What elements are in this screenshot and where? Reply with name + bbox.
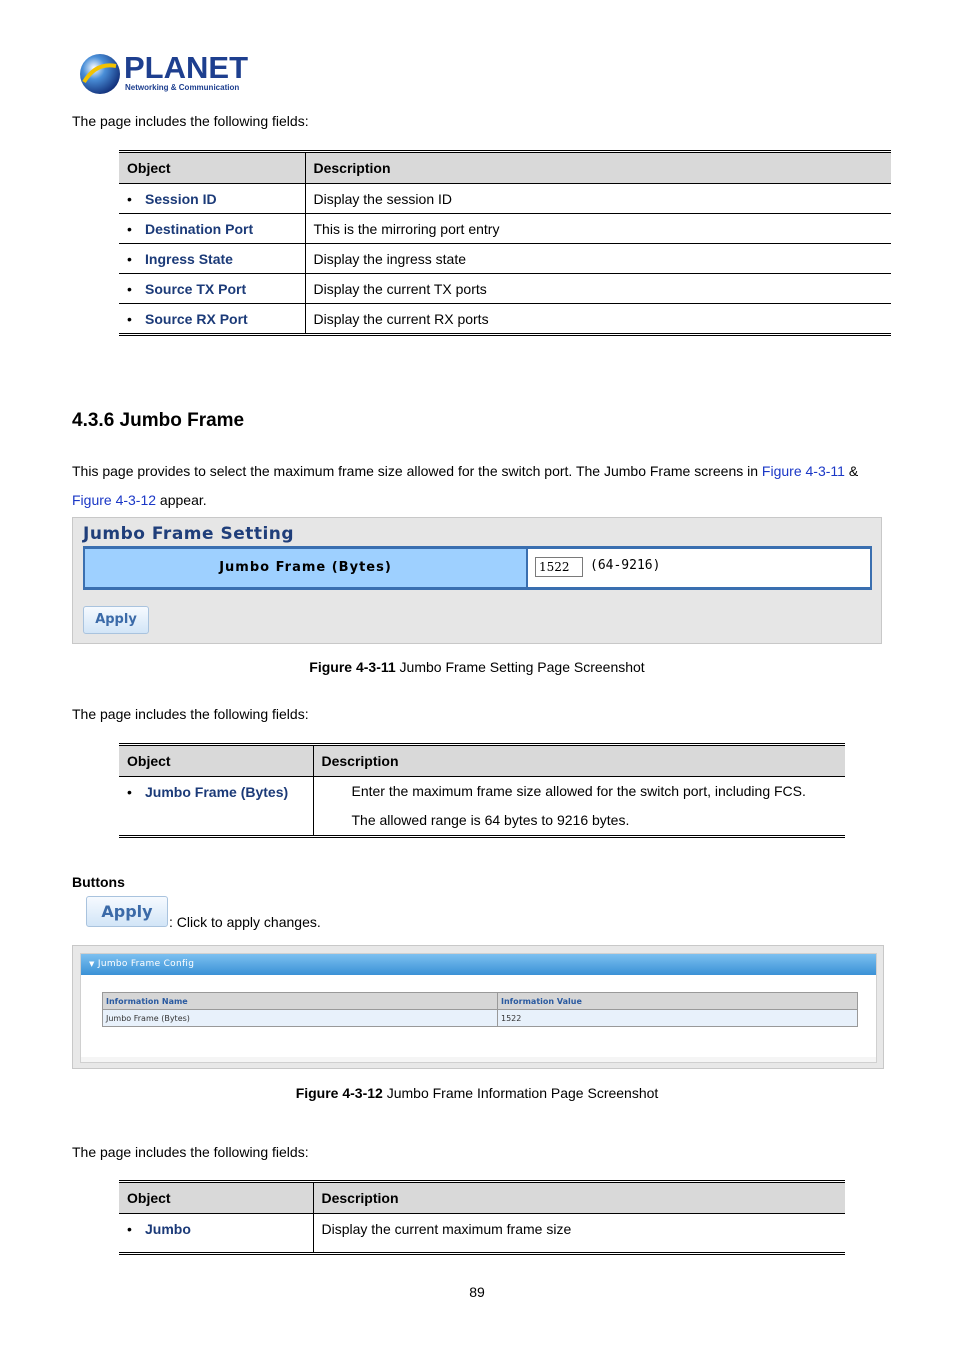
- planet-logo: [78, 50, 248, 98]
- fields-table-1: [119, 150, 891, 336]
- table-header-description: Description: [305, 152, 891, 184]
- figure-link-4-3-11[interactable]: Figure 4-3-11: [761, 463, 845, 479]
- object-cell: • Ingress State: [119, 244, 305, 274]
- panel-header: [81, 954, 876, 975]
- page-number: 89: [469, 1284, 485, 1300]
- intro-text-1: The page includes the following fields:: [72, 113, 309, 129]
- info-value-cell: 1522: [498, 1010, 858, 1027]
- intro-text-3: The page includes the following fields:: [72, 1144, 309, 1160]
- fields-table-3: [119, 1180, 845, 1255]
- object-cell: • Jumbo Frame (Bytes): [119, 777, 313, 837]
- caption-figure-number: Figure 4-3-11: [309, 659, 396, 675]
- apply-button-example[interactable]: Apply: [86, 896, 168, 927]
- apply-button[interactable]: Apply: [83, 606, 149, 634]
- table-header-description: Description: [313, 745, 845, 777]
- table-header-object: Object: [119, 745, 313, 777]
- description-cell: This is the mirroring port entry: [305, 214, 891, 244]
- figure-caption-2: [0, 1085, 954, 1101]
- table-row: [119, 274, 891, 304]
- apply-description: : Click to apply changes.: [169, 914, 321, 930]
- object-cell: • Destination Port: [119, 214, 305, 244]
- logo-tagline: Networking & Communication: [125, 83, 240, 92]
- description-line: Enter the maximum frame size allowed for the switch port, including FCS.: [351, 783, 806, 799]
- panel-title: Jumbo Frame Setting: [83, 524, 295, 544]
- table-header-description: Description: [313, 1182, 845, 1214]
- setting-row: [83, 546, 872, 590]
- info-header-name: Information Name: [103, 993, 498, 1010]
- section-title: 4.3.6 Jumbo Frame: [72, 410, 245, 431]
- object-cell: • Session ID: [119, 184, 305, 214]
- intro-text-2: The page includes the following fields:: [72, 706, 309, 722]
- info-panel: [80, 953, 877, 1063]
- para-text: appear.: [156, 492, 207, 508]
- section-paragraph: [72, 457, 892, 515]
- para-text: This page provides to select the maximum frame size allowed for the switch port. The Jumbo Frame screens in: [72, 463, 762, 479]
- buttons-heading: Buttons: [72, 874, 125, 890]
- jumbo-frame-label: Jumbo Frame (Bytes): [85, 549, 528, 587]
- description-cell: Display the current RX ports: [305, 304, 891, 335]
- description-line: The allowed range is 64 bytes to 9216 bytes.: [351, 812, 630, 828]
- object-cell: • Jumbo: [119, 1214, 313, 1254]
- panel-title: Jumbo Frame Config: [97, 959, 195, 969]
- description-cell: Display the current TX ports: [305, 274, 891, 304]
- object-cell: • Source TX Port: [119, 274, 305, 304]
- jumbo-frame-info-screenshot: [72, 945, 884, 1069]
- range-hint: (64-9216): [590, 558, 661, 573]
- caption-text: Jumbo Frame Setting Page Screenshot: [395, 659, 645, 675]
- table-header-object: Object: [119, 152, 305, 184]
- jumbo-frame-input[interactable]: 1522: [535, 557, 583, 577]
- caption-text: Jumbo Frame Information Page Screenshot: [382, 1085, 659, 1101]
- table-row: [119, 1214, 845, 1254]
- para-text: &: [844, 463, 859, 479]
- figure-caption-1: [0, 659, 954, 675]
- globe-icon: [78, 52, 122, 96]
- table-row: [119, 777, 845, 837]
- caption-figure-number: Figure 4-3-12: [295, 1085, 383, 1101]
- table-row: [119, 214, 891, 244]
- description-cell: [313, 777, 845, 837]
- object-cell: • Source RX Port: [119, 304, 305, 335]
- table-header-object: Object: [119, 1182, 313, 1214]
- description-cell: Display the current maximum frame size: [313, 1214, 845, 1254]
- description-cell: Display the ingress state: [305, 244, 891, 274]
- info-header-value: Information Value: [498, 993, 858, 1010]
- info-table: [102, 992, 858, 1027]
- table-row: [103, 1010, 858, 1027]
- figure-link-4-3-12[interactable]: Figure 4-3-12: [72, 492, 157, 508]
- collapse-arrow-icon[interactable]: ▼: [89, 960, 95, 968]
- info-name-cell: Jumbo Frame (Bytes): [103, 1010, 498, 1027]
- table-row: [119, 304, 891, 335]
- table-row: [119, 244, 891, 274]
- jumbo-frame-setting-screenshot: [72, 517, 882, 644]
- description-cell: Display the session ID: [305, 184, 891, 214]
- fields-table-2: [119, 743, 845, 838]
- logo-brand: PLANET: [124, 50, 248, 85]
- table-row: [119, 184, 891, 214]
- panel-body: [81, 975, 876, 1057]
